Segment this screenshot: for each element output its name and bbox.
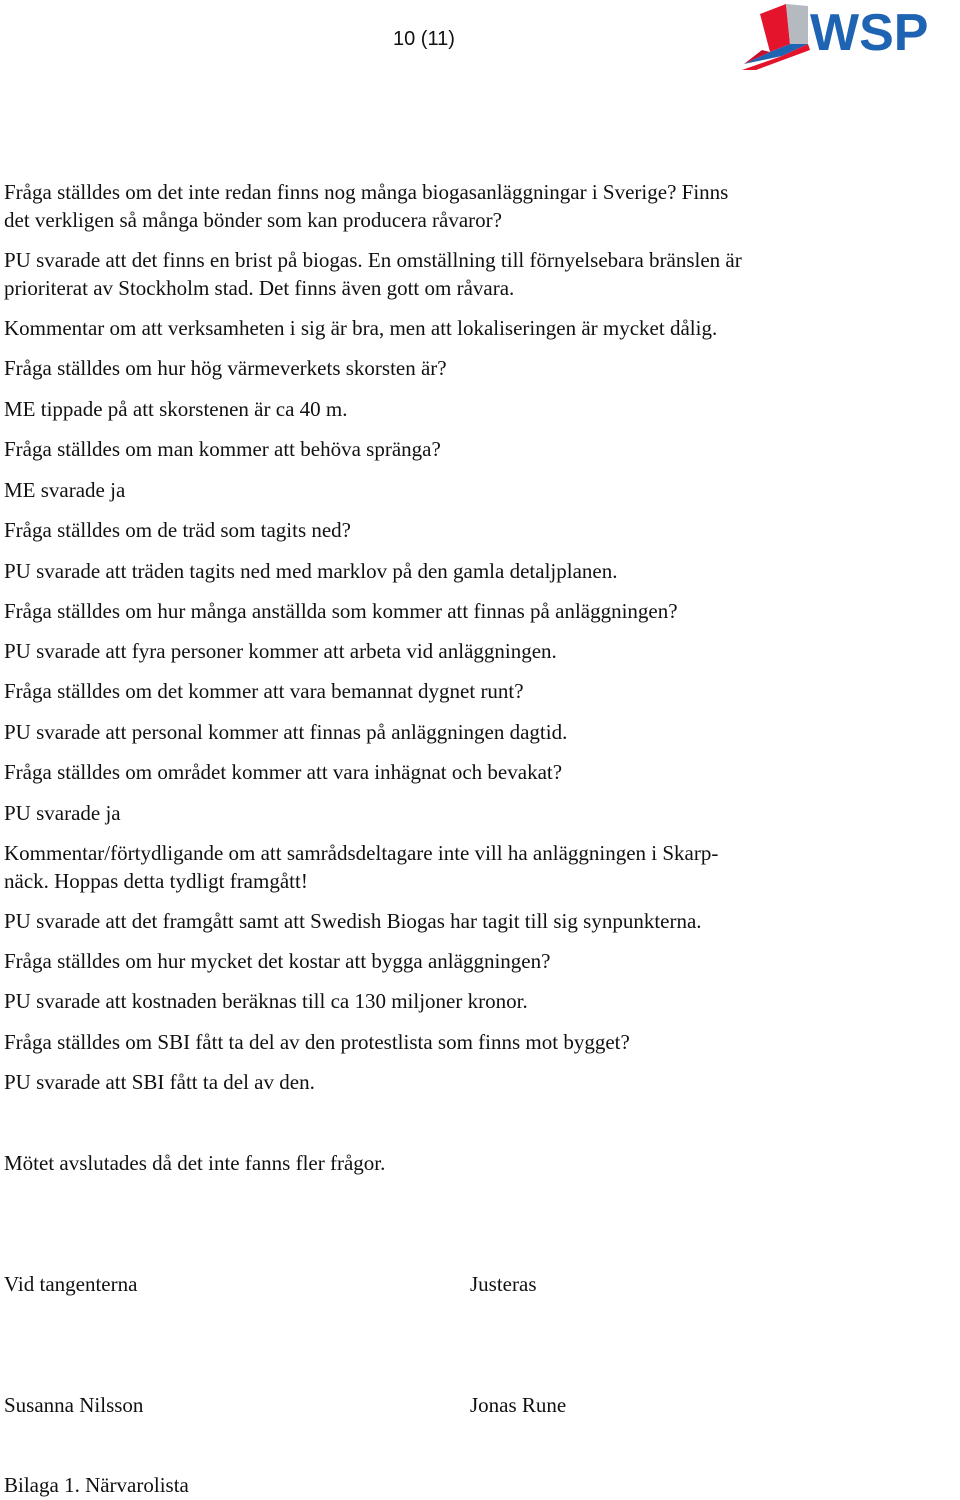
text-line: det verkligen så många bönder som kan producera råvaror? xyxy=(4,208,502,232)
paragraph xyxy=(4,597,678,625)
logo-text: WSP xyxy=(810,4,929,62)
text-line: prioriterat av Stockholm stad. Det finns även gott om råvara. xyxy=(4,276,515,300)
text-line: PU svarade att kostnaden beräknas till ca 130 miljoner kronor. xyxy=(4,989,528,1013)
paragraph xyxy=(4,637,557,665)
paragraph xyxy=(4,246,742,302)
paragraph xyxy=(4,839,718,895)
paragraph xyxy=(4,718,567,746)
text-line: Fråga ställdes om området kommer att vara inhägnat och bevakat? xyxy=(4,760,563,784)
text-line: näck. Hoppas detta tydligt framgått! xyxy=(4,869,308,893)
paragraph xyxy=(4,758,562,786)
paragraph xyxy=(4,987,528,1015)
text-line: Fråga ställdes om det kommer att vara bemannat dygnet runt? xyxy=(4,679,524,703)
text-line: Fråga ställdes om man kommer att behöva spränga? xyxy=(4,437,441,461)
paragraph xyxy=(4,178,728,234)
text-line: ME svarade ja xyxy=(4,478,126,502)
text-line: PU svarade att personal kommer att finnas på anläggningen dagtid. xyxy=(4,720,568,744)
text-line: Mötet avslutades då det inte fanns fler frågor. xyxy=(4,1151,386,1175)
text-line: PU svarade att det finns en brist på biogas. En omställning till förnyelsebara bränslen är xyxy=(4,248,742,272)
paragraph xyxy=(4,1149,385,1177)
paragraph xyxy=(4,677,524,705)
signature-name-right: Jonas Rune xyxy=(470,1393,567,1417)
paragraph xyxy=(4,1028,630,1056)
text-line: PU svarade att det framgått samt att Swedish Biogas har tagit till sig synpunkterna. xyxy=(4,909,702,933)
paragraph xyxy=(4,354,447,382)
text-line: Fråga ställdes om hur hög värmeverkets skorsten är? xyxy=(4,356,447,380)
text-line: Fråga ställdes om SBI fått ta del av den protestlista som finns mot bygget? xyxy=(4,1030,630,1054)
paragraph xyxy=(4,435,441,463)
text-line: Fråga ställdes om de träd som tagits ned? xyxy=(4,518,352,542)
paragraph xyxy=(4,557,617,585)
text-line: Fråga ställdes om hur många anställda som kommer att finnas på anläggningen? xyxy=(4,599,678,623)
text-line: Fråga ställdes om hur mycket det kostar att bygga anläggningen? xyxy=(4,949,551,973)
paragraph xyxy=(4,1068,315,1096)
text-line: ME tippade på att skorstenen är ca 40 m. xyxy=(4,397,348,421)
signature-role-right: Justeras xyxy=(470,1272,537,1296)
paragraph xyxy=(4,395,347,423)
text-line: Fråga ställdes om det inte redan finns nog många biogasanläggningar i Sverige? Finns xyxy=(4,180,729,204)
attachment-note: Bilaga 1. Närvarolista xyxy=(4,1473,189,1497)
signature-name-left: Susanna Nilsson xyxy=(4,1393,144,1417)
text-line: PU svarade att SBI fått ta del av den. xyxy=(4,1070,315,1094)
text-line: PU svarade att träden tagits ned med marklov på den gamla detaljplanen. xyxy=(4,559,618,583)
text-line: PU svarade att fyra personer kommer att arbeta vid anläggningen. xyxy=(4,639,557,663)
text-line: PU svarade ja xyxy=(4,801,121,825)
wsp-logo-icon xyxy=(742,0,960,70)
paragraph xyxy=(4,516,351,544)
paragraph xyxy=(4,947,550,975)
paragraph xyxy=(4,314,717,342)
paragraph xyxy=(4,907,702,935)
paragraph xyxy=(4,476,125,504)
signature-role-left: Vid tangenterna xyxy=(4,1272,138,1296)
page-number: 10 (11) xyxy=(393,28,455,50)
text-line: Kommentar om att verksamheten i sig är bra, men att lokaliseringen är mycket dålig. xyxy=(4,316,718,340)
paragraph xyxy=(4,799,121,827)
text-line: Kommentar/förtydligande om att samrådsdeltagare inte vill ha anläggningen i Skarp- xyxy=(4,841,719,865)
wsp-logo xyxy=(742,0,960,70)
